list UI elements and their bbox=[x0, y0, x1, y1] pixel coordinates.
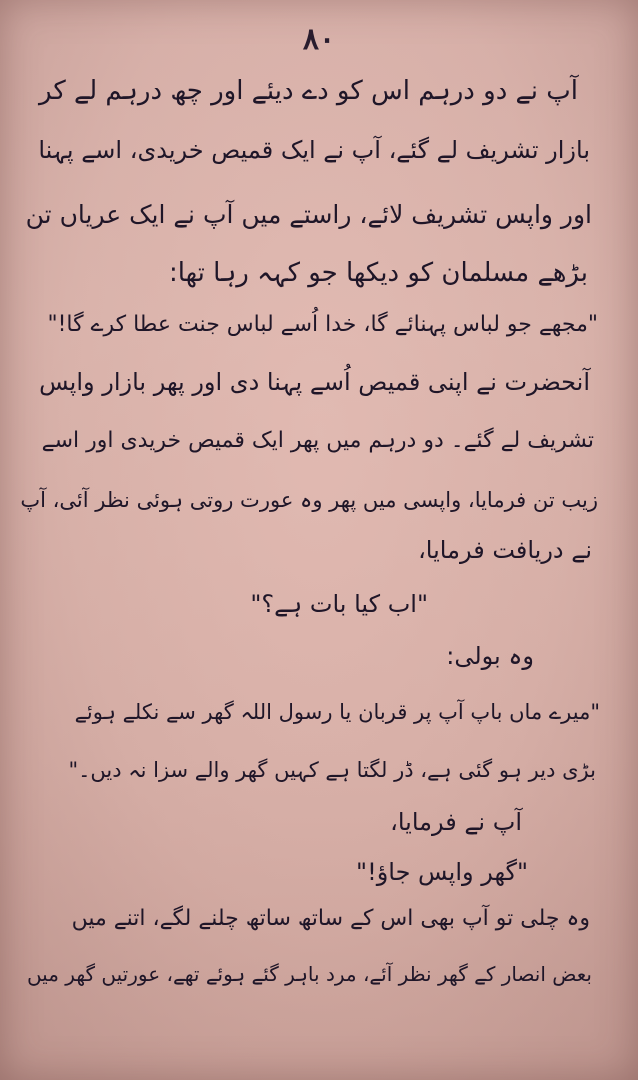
text-line-2: بازار تشریف لے گئے، آپ نے ایک قمیص خریدی، اسے پہنا bbox=[38, 136, 590, 164]
text-line-11: وہ بولی: bbox=[446, 642, 534, 670]
text-line-8: زیب تن فرمایا، واپسی میں پھر وہ عورت روتی ہوئی نظر آئی، آپ bbox=[20, 488, 598, 512]
text-line-17: بعض انصار کے گھر نظر آئے، مرد باہر گئے ہوئے تھے، عورتیں گھر میں bbox=[26, 962, 592, 986]
text-line-4: بڑھے مسلمان کو دیکھا جو کہہ رہا تھا: bbox=[168, 258, 588, 288]
text-line-6: آنحضرت نے اپنی قمیص اُسے پہنا دی اور پھر بازار واپس bbox=[39, 368, 590, 396]
text-line-3: اور واپس تشریف لائے، راستے میں آپ نے ایک عریاں تن bbox=[25, 200, 592, 229]
text-line-13: بڑی دیر ہو گئی ہے، ڈر لگتا ہے کہیں گھر والے سزا نہ دیں۔" bbox=[68, 758, 596, 782]
text-line-9: نے دریافت فرمایا، bbox=[418, 536, 592, 564]
text-line-1: آپ نے دو درہم اس کو دے دیئے اور چھ درہم لے کر bbox=[38, 76, 578, 106]
text-line-7: تشریف لے گئے۔ دو درہم میں پھر ایک قمیص خریدی اور اسے bbox=[41, 428, 594, 453]
text-line-5: "مجھے جو لباس پہنائے گا، خدا اُسے لباس جنت عطا کرے گا!" bbox=[47, 312, 598, 337]
text-line-12: "میرے ماں باپ آپ پر قربان یا رسول اللہ گھر سے نکلے ہوئے bbox=[74, 700, 600, 724]
text-line-10: "اب کیا بات ہے؟" bbox=[250, 590, 428, 618]
text-line-16: وہ چلی تو آپ بھی اس کے ساتھ ساتھ چلنے لگے، اتنے میں bbox=[71, 906, 590, 931]
text-line-15: "گھر واپس جاؤ!" bbox=[356, 858, 528, 886]
page-number: ۸۰ bbox=[302, 22, 336, 57]
text-line-14: آپ نے فرمایا، bbox=[390, 808, 522, 836]
